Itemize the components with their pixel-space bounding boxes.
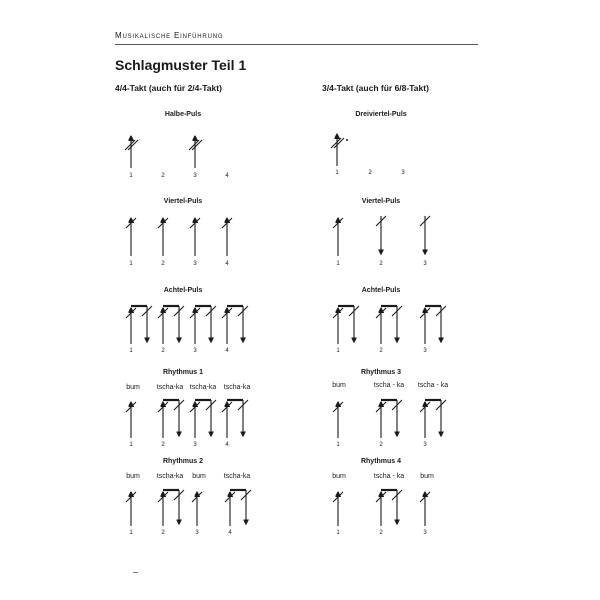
count: 3 <box>193 261 197 267</box>
count: 4 <box>225 348 229 354</box>
right-column-title: 3/4-Takt (auch für 6/8-Takt) <box>322 83 429 93</box>
syllable: tscha-ka <box>223 473 251 480</box>
syllable: bum <box>126 384 140 391</box>
syllable: bum <box>332 382 346 389</box>
count: 1 <box>129 348 133 354</box>
running-header: Musikalische Einführung <box>115 31 224 40</box>
label-rhythmus-2: Rhythmus 2 <box>162 458 204 465</box>
page-title: Schlagmuster Teil 1 <box>115 57 247 73</box>
syllable: tscha-ka <box>189 384 217 391</box>
count: 2 <box>379 530 383 536</box>
count: 3 <box>195 530 199 536</box>
dot <box>346 139 348 141</box>
count: 2 <box>161 530 165 536</box>
count: 1 <box>129 530 133 536</box>
count: 3 <box>423 348 427 354</box>
count: 1 <box>336 442 340 448</box>
count: 2 <box>161 173 165 179</box>
count: 2 <box>379 348 383 354</box>
label-achtel-puls-right: Achtel-Puls <box>361 287 401 294</box>
count: 3 <box>401 170 405 176</box>
count: 1 <box>336 530 340 536</box>
syllable: bum <box>420 473 434 480</box>
syllable: bum <box>332 473 346 480</box>
syllable: tscha-ka <box>156 384 184 391</box>
left-column-title: 4/4-Takt (auch für 2/4-Takt) <box>115 83 222 93</box>
label-rhythmus-4: Rhythmus 4 <box>360 458 402 465</box>
count: 1 <box>129 442 133 448</box>
label-viertel-puls-right: Viertel-Puls <box>361 198 401 205</box>
count: 4 <box>225 173 229 179</box>
syllable: tscha - ka <box>417 382 449 389</box>
count: 3 <box>423 442 427 448</box>
count: 1 <box>336 348 340 354</box>
count: 3 <box>193 442 197 448</box>
count: 2 <box>161 442 165 448</box>
label-halbe-puls: Halbe-Puls <box>164 111 202 118</box>
count: 4 <box>225 442 229 448</box>
count: 3 <box>193 348 197 354</box>
count: 1 <box>336 261 340 267</box>
count: 1 <box>129 173 133 179</box>
count: 1 <box>335 170 339 176</box>
syllable: bum <box>192 473 206 480</box>
syllable: tscha-ka <box>223 384 251 391</box>
page-footer-mark <box>133 572 138 573</box>
syllable: tscha - ka <box>373 382 405 389</box>
count: 2 <box>161 348 165 354</box>
label-viertel-puls-left: Viertel-Puls <box>163 198 203 205</box>
count: 2 <box>161 261 165 267</box>
count: 3 <box>423 261 427 267</box>
count: 1 <box>129 261 133 267</box>
label-rhythmus-3: Rhythmus 3 <box>360 369 402 376</box>
count: 3 <box>423 530 427 536</box>
label-rhythmus-1: Rhythmus 1 <box>162 369 204 376</box>
label-achtel-puls-left: Achtel-Puls <box>163 287 203 294</box>
count: 2 <box>379 261 383 267</box>
syllable: tscha - ka <box>373 473 405 480</box>
count: 4 <box>228 530 232 536</box>
syllable: tscha-ka <box>156 473 184 480</box>
syllable: bum <box>126 473 140 480</box>
count: 4 <box>225 261 229 267</box>
count: 2 <box>368 170 372 176</box>
count: 3 <box>193 173 197 179</box>
count: 2 <box>379 442 383 448</box>
label-dreiviertel-puls: Dreiviertel-Puls <box>355 111 407 118</box>
